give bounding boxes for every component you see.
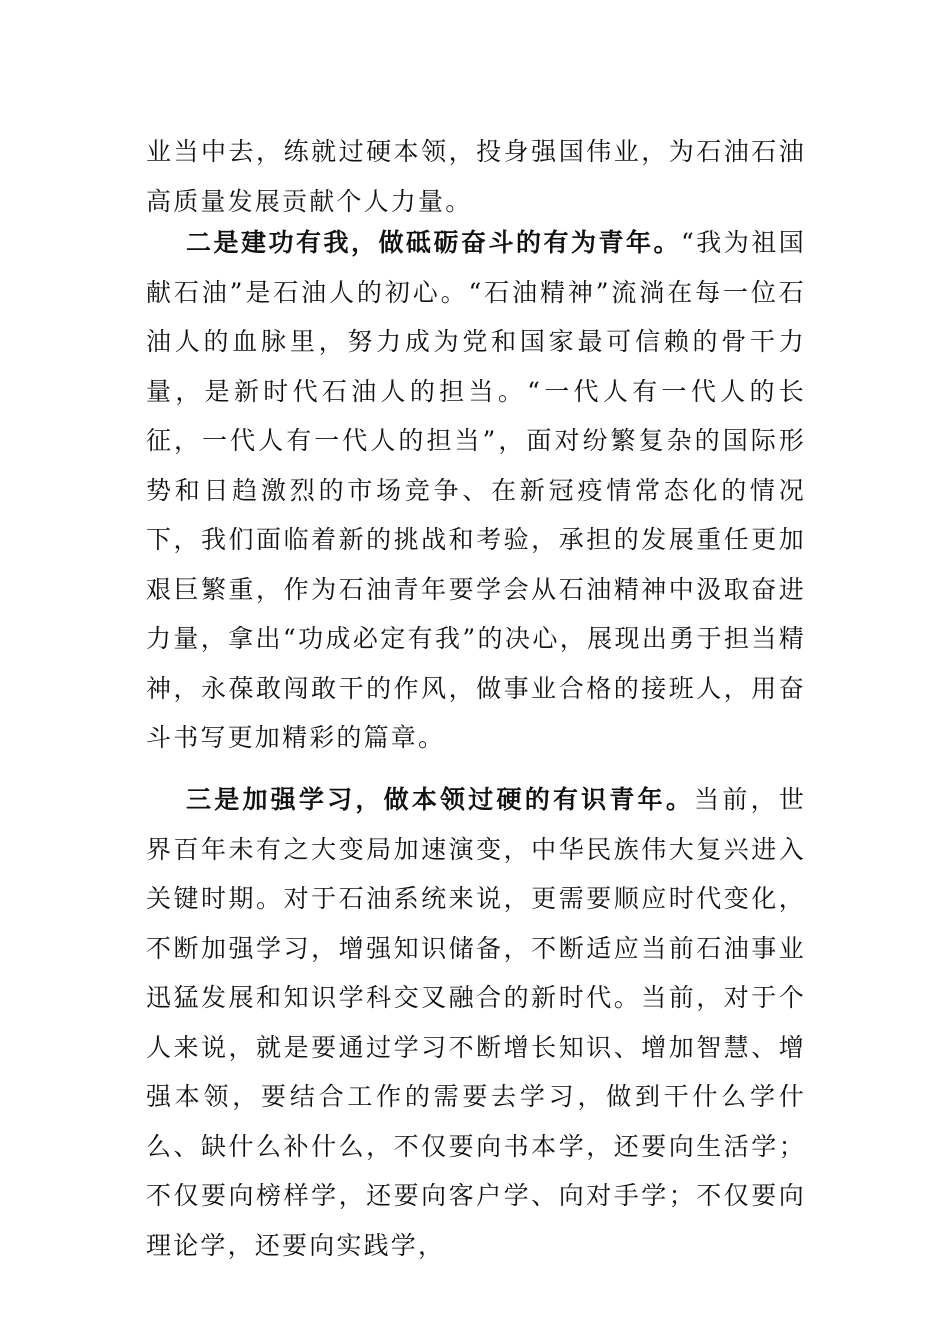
paragraph-body: 业当中去，练就过硬本领，投身强国伟业，为石油石油高质量发展贡献个人力量。 — [146, 137, 806, 216]
paragraph-strengthen-learning — [146, 775, 806, 1270]
paragraph-body: “我为祖国献石油”是石油人的初心。“石油精神”流淌在每一位石油人的血脉里，努力成为党和国家最可信赖的骨干力量，是新时代石油人的担当。“一代人有一代人的长征，一代人有一代人的担当”，面对纷繁复杂的国际形势和日趋激烈的市场竞争、在新冠疫情常态化的情况下，我们面临着新的挑战和考验，承担的发展重任更加艰巨繁重，作为石油青年要学会从石油精神中汲取奋进力量，拿出“功成必定有我”的决心，展现出勇于担当精神，永葆敢闯敢干的作风，做事业合格的接班人，用奋斗书写更加精彩的篇章。 — [146, 228, 806, 752]
paragraph-build-merit — [146, 218, 806, 763]
paragraph-lead-heading: 三是加强学习，做本领过硬的有识青年。 — [186, 785, 695, 814]
paragraph-continuation — [146, 127, 806, 226]
paragraph-lead-heading: 二是建功有我，做砥砺奋斗的有为青年。 — [186, 228, 682, 257]
paragraph-body: 当前，世界百年未有之大变局加速演变，中华民族伟大复兴进入关键时期。对于石油系统来说，更需要顺应时代变化，不断加强学习，增强知识储备，不断适应当前石油事业迅猛发展和知识学科交叉融合的新时代。当前，对于个人来说，就是要通过学习不断增长知识、增加智慧、增强本领，要结合工作的需要去学习，做到干什么学什么、缺什么补什么，不仅要向书本学，还要向生活学；不仅要向榜样学，还要向客户学、向对手学；不仅要向理论学，还要向实践学， — [146, 785, 806, 1260]
